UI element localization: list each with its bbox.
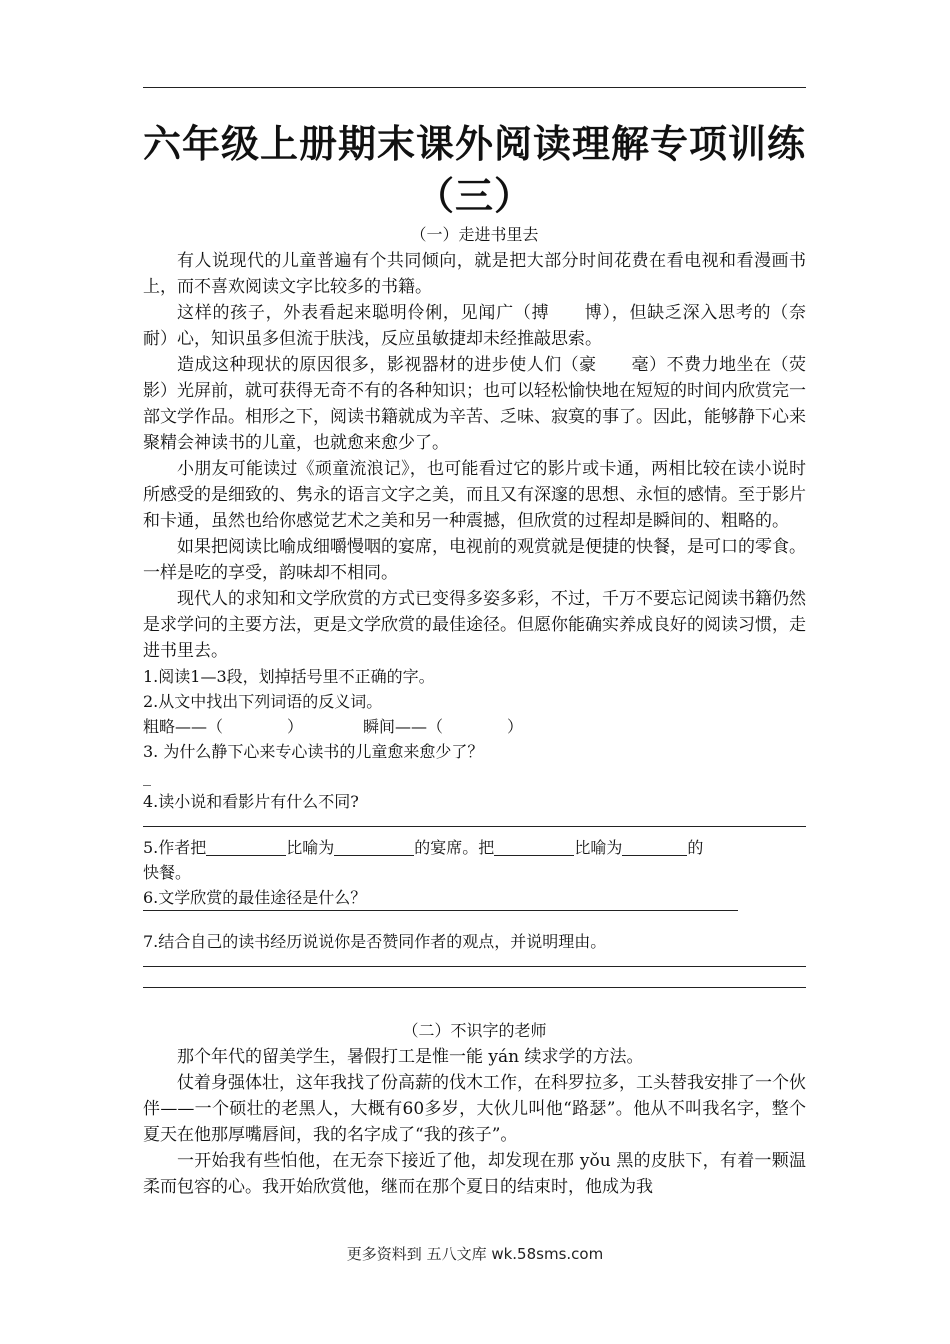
top-rule	[143, 87, 806, 88]
question-5-text: 的	[687, 838, 704, 857]
section-gap	[143, 988, 806, 1018]
fill-blank[interactable]	[334, 839, 414, 856]
paragraph: 一开始我有些怕他，在无奈下接近了他，却发现在那 yǒu 黑的皮肤下，有着一颗温柔而包容的心。我开始欣赏他，继而在那个夏日的结束时，他成为我	[143, 1151, 806, 1197]
question-5-text: 比喻为	[574, 838, 623, 857]
question-2: 2.从文中找出下列词语的反义词。	[143, 692, 383, 711]
paragraph: 那个年代的留美学生，暑假打工是惟一能 yán 续求学的方法。	[177, 1047, 644, 1067]
question-5-text: 5.作者把	[143, 838, 207, 857]
answer-line[interactable]	[143, 814, 806, 827]
paragraph: 小朋友可能读过《顽童流浪记》，也可能看过它的影片或卡通，两相比较在读小说时所感受的是细致的、隽永的语言文字之美，而且又有深邃的思想、永恒的感情。至于影片和卡通，虽然也给你感觉艺术之美和另一种震撼，但欣赏的过程却是瞬间的、粗略的。	[143, 459, 806, 531]
antonym-blank-1[interactable]: 粗略——（ ）	[143, 717, 304, 736]
question-3-answer-mark[interactable]: _	[143, 767, 151, 786]
worksheet-page	[143, 118, 840, 1200]
answer-line[interactable]	[143, 967, 806, 988]
question-6	[143, 885, 738, 911]
question-5-text: 比喻为	[286, 838, 335, 857]
antonym-blank-2[interactable]: 瞬间——（ ）	[363, 717, 524, 736]
question-4: 4.读小说和看影片有什么不同?	[143, 792, 359, 811]
paragraph: 如果把阅读比喻成细嚼慢咽的宴席，电视前的观赏就是便捷的快餐，是可口的零食。一样是吃的享受，韵味却不相同。	[143, 537, 806, 583]
fill-blank[interactable]	[494, 839, 574, 856]
section-2-heading: （二）不识字的老师	[402, 1021, 547, 1040]
question-3: 3. 为什么静下心来专心读书的儿童愈来愈少了？	[143, 742, 484, 761]
paragraph: 有人说现代的儿童普遍有个共同倾向，就是把大部分时间花费在看电视和看漫画书上，而不喜欢阅读文字比较多的书籍。	[143, 251, 806, 297]
paragraph: 仗着身强体壮，这年我找了份高薪的伐木工作，在科罗拉多，工头替我安排了一个伙伴——一个硕壮的老黑人，大概有60多岁，大伙儿叫他“路瑟”。他从不叫我名字，整个夏天在他那厚嘴唇间，我的名字成了“我的孩子”。	[143, 1073, 806, 1145]
question-5	[143, 835, 806, 860]
fill-blank[interactable]	[206, 839, 286, 856]
spacer	[143, 911, 806, 923]
paragraph: 这样的孩子，外表看起来聪明伶俐，见闻广（搏 博），但缺乏深入思考的（奈 耐）心，知识虽多但流于肤浅，反应虽敏捷却未经推敲思索。	[143, 303, 840, 349]
paragraph: 造成这种现状的原因很多，影视器材的进步使人们（豪 毫）不费力地坐在（荧 影）光屏前，就可获得无奇不有的各种知识；也可以轻松愉快地在短短的时间内欣赏完一部文学作品。相形之下，阅读书籍就成为辛苦、乏味、寂寞的事了。因此，能够静下心来聚精会神读书的儿童，也就愈来愈少了。	[143, 355, 840, 453]
footer-source: 更多资料到 五八文库 wk.58sms.com	[346, 1245, 604, 1263]
page-title: 六年级上册期末课外阅读理解专项训练（三）	[143, 122, 807, 218]
question-7: 7.结合自己的读书经历说说你是否赞同作者的观点，并说明理由。	[143, 932, 607, 951]
question-2-answers	[143, 714, 806, 739]
paragraph: 现代人的求知和文学欣赏的方式已变得多姿多彩，不过，千万不要忘记阅读书籍仍然是求学问的主要方法，更是文学欣赏的最佳途径。但愿你能确实养成良好的阅读习惯，走进书里去。	[143, 589, 806, 661]
answer-line[interactable]	[143, 954, 806, 967]
question-1: 1.阅读1—3段，划掉括号里不正确的字。	[143, 667, 435, 686]
section-1-heading: （一）走进书里去	[410, 225, 539, 244]
question-6-text: 6.文学欣赏的最佳途径是什么？	[143, 888, 367, 907]
fill-blank[interactable]	[622, 839, 687, 856]
question-5-text: 的宴席。把	[414, 838, 495, 857]
question-5-end: 快餐。	[143, 863, 192, 882]
